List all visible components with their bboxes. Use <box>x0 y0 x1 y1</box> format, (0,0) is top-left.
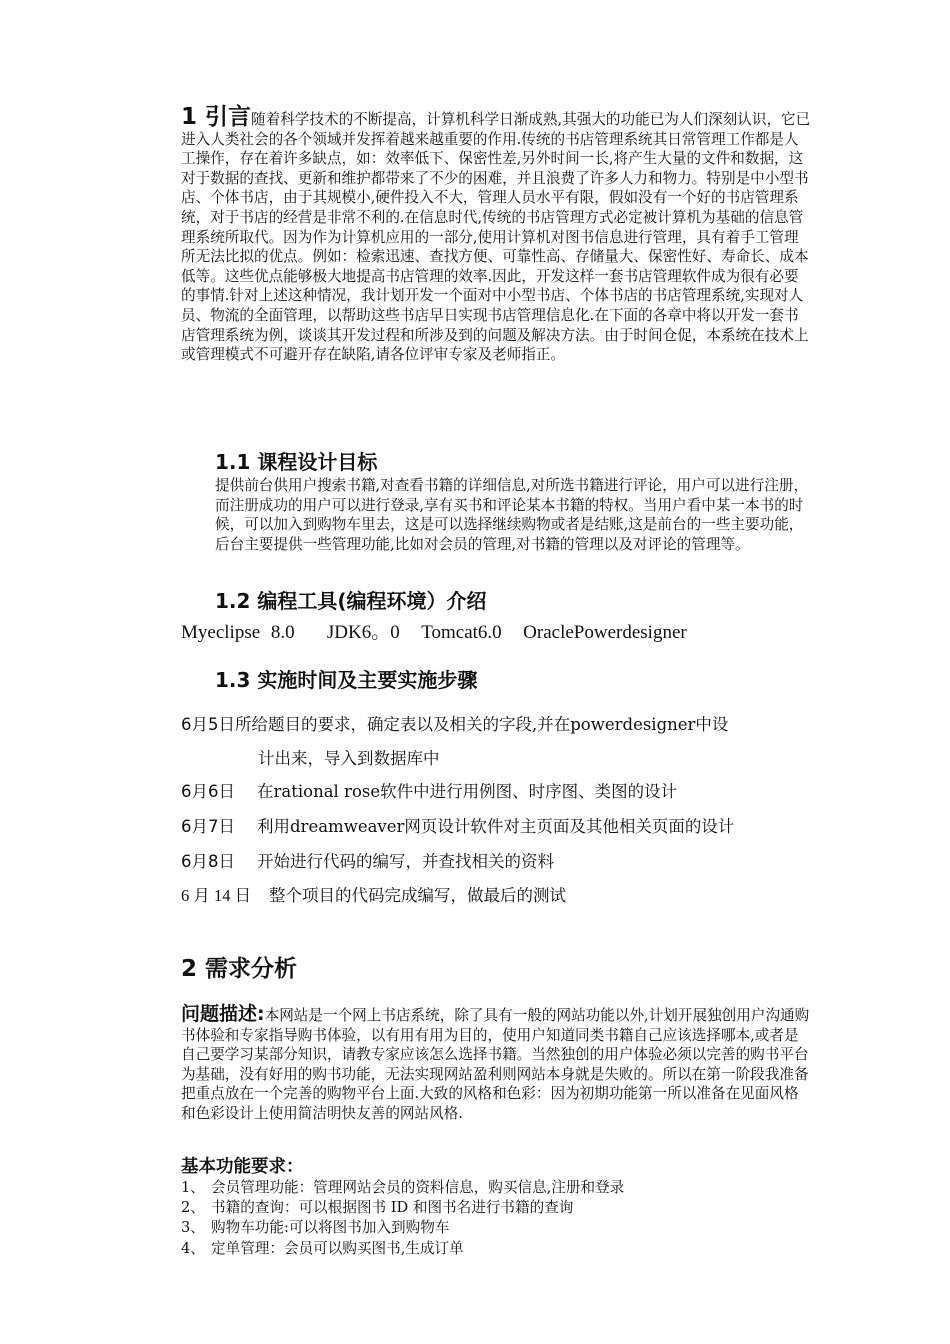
intro-text: 随着科学技术的不断提高，计算机科学日渐成熟,其强大的功能已为人们深刻认识，它已进入人类社会的各个领域并发挥着越来越重要的作用.传统的书店管理系统其日常管理工作都是人工操作，存在着许多缺点，如：效率低下、保密性差,另外时间一长,将产生大量的文件和数据，这对于数据的查找、更新和维护都带来了不少的困难，并且浪费了许多人力和物力。特别是中小型书店、个体书店，由于其规模小,硬件投入不大，管理人员水平有限，假如没有一个好的书店管理系统，对于书店的经营是非常不利的.在信息时代,传统的书店管理方式必定被计算机为基础的信息管理系统所取代。因为作为计算机应用的一部分,使用计算机对图书信息进行管理，具有着手工管理所无法比拟的优点。例如：检索迅速、查找方便、可靠性高、存储量大、保密性好、寿命长、成本低等。这些优点能够极大地提高书店管理的效率.因此，开发这样一套书店管理软件成为很有必要的事情.针对上述这种情况，我计划开发一个面对中小型书店、个体书店的书店管理系统,实现对人员、物流的全面管理，以帮助这些书店早日实现书店管理信息化.在下面的各章中将以开发一套书店管理系统为例，谈谈其开发过程和所涉及到的问题及解决方法。由于时间仓促，本系统在技术上或管理模式不可避开存在缺陷,请各位评审专家及老师指正。 <box>181 111 811 364</box>
step-date: 6月6日 <box>181 782 235 801</box>
section-1-1-title: 1.1 课程设计目标 <box>215 450 378 474</box>
requirement-number: 2、 <box>181 1199 205 1216</box>
requirement-text: 会员管理功能：管理网站会员的资料信息，购买信息,注册和登录 <box>211 1179 625 1196</box>
requirement-item <box>181 1196 573 1217</box>
intro-paragraph <box>181 104 813 365</box>
section-1-2-title: 1.2 编程工具(编程环境）介绍 <box>215 589 487 613</box>
requirement-number: 3、 <box>181 1219 205 1236</box>
requirement-number: 1、 <box>181 1179 205 1196</box>
problem-description <box>181 1005 813 1124</box>
problem-text: 本网站是一个网上书店系统，除了具有一般的网站功能以外,计划开展独创用户沟通购书体验和专家指导购书体验，以有用有用为目的，使用户知道同类书籍自己应该选择哪本,或者是自己要学习某部分知识，请教专家应该怎么选择书籍。当然独创的用户体验必须以完善的购书平台为基础，没有好用的购书功能，无法实现网站盈利则网站本身就是失败的。所以在第一阶段我准备把重点放在一个完善的购物平台上面.大致的风格和色彩：因为初期功能第一所以准备在见面风格和色彩设计上使用简洁明快友善的网站风格. <box>181 1007 810 1122</box>
requirement-text: 书籍的查询：可以根据图书 ID 和图书名进行书籍的查询 <box>211 1199 574 1216</box>
requirements-title: 基本功能要求： <box>181 1157 304 1177</box>
step-item <box>181 848 554 872</box>
requirement-item <box>181 1237 464 1258</box>
problem-label: 问题描述: <box>181 1003 265 1025</box>
step-item <box>181 813 734 837</box>
requirement-text: 购物车功能:可以将图书加入到购物车 <box>211 1219 450 1236</box>
step-date: 6 月 14 日 <box>181 886 252 905</box>
step-text: 开始进行代码的编写，并查找相关的资料 <box>257 852 554 871</box>
step-date: 6月5日 <box>181 715 235 734</box>
intro-heading: 1 引言 <box>181 104 252 130</box>
step-item <box>181 711 728 735</box>
step-text: 在rational rose软件中进行用例图、时序图、类图的设计 <box>257 782 678 801</box>
requirement-text: 定单管理：会员可以购买图书,生成订单 <box>211 1240 464 1257</box>
step-date: 6月8日 <box>181 852 235 871</box>
section-1-1-text: 提供前台供用户搜索书籍,对查看书籍的详细信息,对所选书籍进行评论，用户可以进行注册，而注册成功的用户可以进行登录,享有买书和评论某本书籍的特权。当用户看中某一本书的时候，可以加入到购物车里去，这是可以选择继续购物或者是结账,这是前台的一些主要功能，后台主要提供一些管理功能,比如对会员的管理,对书籍的管理以及对评论的管理等。 <box>215 477 809 553</box>
step-continuation: 计出来，导入到数据库中 <box>258 749 440 768</box>
step-date: 6月7日 <box>181 817 235 836</box>
section-2-title: 2 需求分析 <box>181 956 298 982</box>
step-item <box>181 778 677 802</box>
step-text: 整个项目的代码完成编写，做最后的测试 <box>269 886 566 905</box>
requirement-item <box>181 1216 449 1237</box>
step-text: 所给题目的要求，确定表以及相关的字段,并在powerdesigner中设 <box>235 715 729 734</box>
step-item <box>181 882 566 906</box>
tools-list: Myeclipse 8.0 JDK6。0 Tomcat6.0 OraclePowerdesigner <box>181 622 687 643</box>
step-text: 利用dreamweaver网页设计软件对主页面及其他相关页面的设计 <box>257 817 735 836</box>
section-1-3-title: 1.3 实施时间及主要实施步骤 <box>215 668 478 692</box>
requirement-item <box>181 1176 624 1197</box>
requirement-number: 4、 <box>181 1240 205 1257</box>
